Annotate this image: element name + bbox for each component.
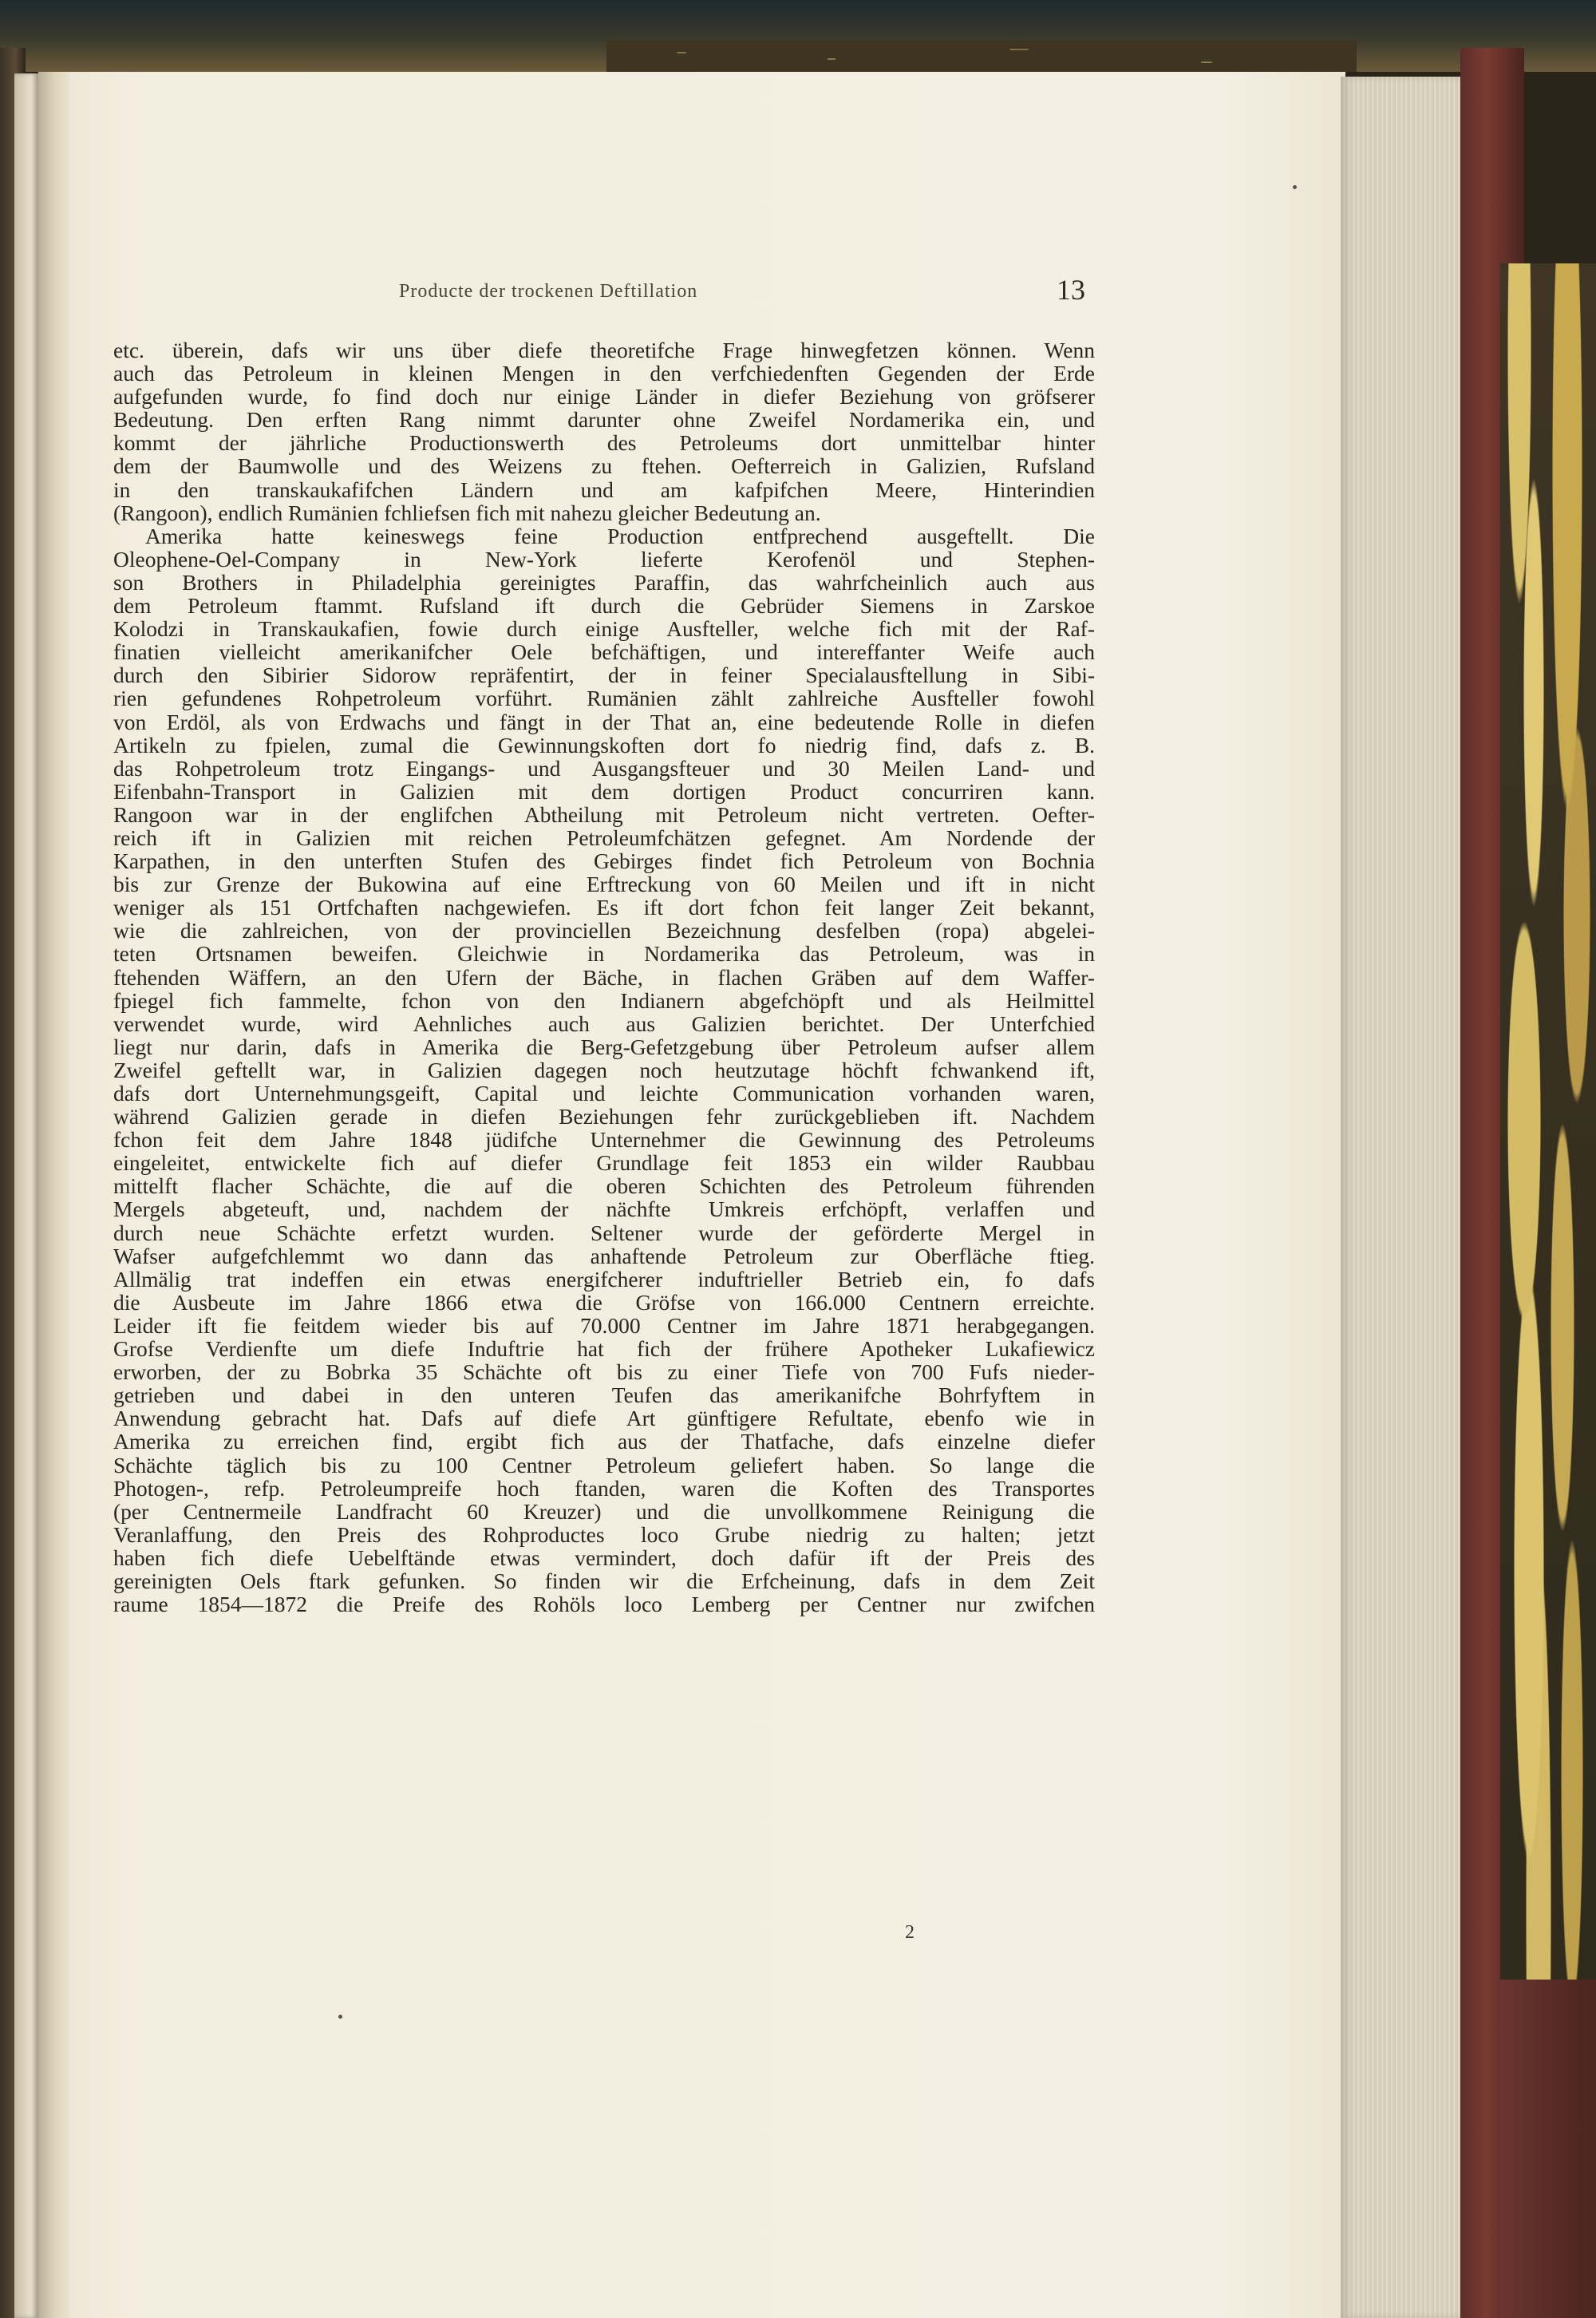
text-line: kommt der jährliche Productionswerth des Petroleums dort unmittelbar hinter [113,430,1095,456]
text-line: fchon feit dem Jahre 1848 jüdifche Unternehmer die Gewinnung des Petroleums [113,1127,1095,1153]
cover-marbled-paper [1500,263,1596,1980]
text-line: Photogen-, refp. Petroleumpreife hoch ftanden, waren die Koften des Transportes [113,1475,1095,1501]
text-line: Amerika hatte keineswegs feine Production entfprechend ausgeftellt. Die [145,523,1095,548]
text-line: rien gefundenes Rohpetroleum vorführt. Rumänien zählt zahlreiche Ausfteller fowohl [113,686,1095,711]
text-line: fpiegel fich fammelte, fchon von den Indianern abgefchöpft und als Heilmittel [113,987,1095,1013]
text-line: aufgefunden wurde, fo find doch nur einige Länder in diefer Beziehung von gröfserer [113,384,1095,409]
text-line: getrieben und dabei in den unteren Teufen das amerikanifche Bohrfyftem in [113,1382,1095,1408]
page-gutter [38,72,70,2318]
text-line: Amerika zu erreichen find, ergibt fich aus der Thatfache, dafs einzelne diefer [113,1429,1095,1454]
text-line: durch den Sibirier Sidorow repräfentirt, der in feiner Specialausftellung in Sibi- [113,663,1095,688]
text-line: Rangoon war in der englifchen Abtheilung mit Petroleum nicht vertreten. Oefter- [113,801,1095,827]
text-line: dafs dort Unternehmungsgeift, Capital und leichte Communication vorhanden waren, [113,1081,1095,1106]
text-line: liegt nur darin, dafs in Amerika die Berg-Gefetzgebung über Petroleum aufser allem [113,1034,1095,1059]
text-line: in den transkaukafifchen Ländern und am kafpifchen Meere, Hinterindien [113,477,1095,502]
text-line: teten Ortsnamen beweifen. Gleichwie in Nordamerika das Petroleum, was in [113,941,1095,967]
top-marbled-edge [606,40,1357,72]
text-line: mittelft flacher Schächte, die auf die oberen Schichten des Petroleum führenden [113,1173,1095,1199]
text-line: dem der Baumwolle und des Weizens zu ftehen. Oefterreich in Galizien, Rufsland [113,453,1095,479]
text-line: während Galizien gerade in diefen Beziehungen fehr zurückgeblieben ift. Nachdem [113,1104,1095,1129]
page-header [399,276,1085,316]
signature-mark: 2 [905,1922,915,1943]
page-number: 13 [1057,274,1085,306]
page-stack-edges [1341,77,1460,2318]
text-line: weniger als 151 Ortfchaften nachgewiefen. Es ift dort fchon feit langer Zeit bekannt, [113,895,1095,920]
text-line: reich ift in Galizien mit reichen Petroleumfchätzen gefegnet. Am Nordende der [113,825,1095,850]
text-line: die Ausbeute im Jahre 1866 etwa die Gröfse von 166.000 Centnern erreichte. [113,1289,1095,1315]
text-line: dem Petroleum ftammt. Rufsland ift durch die Gebrüder Siemens in Zarskoe [113,593,1095,619]
text-line: Mergels abgeteuft, und, nachdem der nächfte Umkreis erfchöpft, verlaffen und [113,1197,1095,1222]
paper-speck [338,2015,342,2019]
text-line: etc. überein, dafs wir uns über diefe theoretifche Frage hinwegfetzen können. Wenn [113,338,1095,362]
text-line: Wafser aufgefchlemmt wo dann das anhaftende Petroleum zur Oberfläche ftieg. [113,1243,1095,1268]
text-line: Leider ift fie feitdem wieder bis auf 70.000 Centner im Jahre 1871 herabgegangen. [113,1312,1095,1338]
text-line: gereinigten Oels ftark gefunken. So finden wir die Erfcheinung, dafs in dem Zeit [113,1568,1095,1593]
left-page-edge [14,73,38,2318]
text-line: Zweifel geftellt war, in Galizien dagegen noch heutzutage höchft fchwankend ift, [113,1057,1095,1082]
text-line: von Erdöl, als von Erdwachs und fängt in der That an, eine bedeutende Rolle in diefen [113,709,1095,734]
text-line: erworben, der zu Bobrka 35 Schächte oft bis zu einer Tiefe von 700 Fufs nieder- [113,1359,1095,1385]
text-line: Oleophene-Oel-Company in New-York lieferte Kerofenöl und Stephen- [113,546,1095,572]
text-line: (per Centnermeile Landfracht 60 Kreuzer) und die unvollkommene Reinigung die [113,1498,1095,1524]
text-line: Allmälig trat indeffen ein etwas energifcherer induftrieller Betrieb ein, fo dafs [113,1266,1095,1292]
cover-binding-lower [1500,1980,1596,2318]
text-line: Veranlaffung, den Preis des Rohproductes loco Grube niedrig zu halten; jetzt [113,1521,1095,1547]
text-line: Artikeln zu fpielen, zumal die Gewinnungskoften dort fo niedrig find, dafs z. B. [113,732,1095,758]
text-line: durch neue Schächte erfetzt wurden. Seltener wurde der geförderte Mergel in [113,1220,1095,1245]
text-line: Grofse Verdienfte um diefe Induftrie hat fich der frühere Apotheker Lukafiewicz [113,1336,1095,1362]
text-line: finatien vielleicht amerikanifcher Oele befchäftigen, und intereffanter Weife auch [113,639,1095,665]
text-line: Bedeutung. Den erften Rang nimmt darunter ohne Zweifel Nordamerika ein, und [113,407,1095,433]
text-line: Schächte täglich bis zu 100 Centner Petroleum geliefert haben. So lange die [113,1452,1095,1477]
text-line: eingeleitet, entwickelte fich auf diefer Grundlage feit 1853 ein wilder Raubbau [113,1150,1095,1176]
body-text [113,338,1095,1616]
text-line: ftehenden Wäffern, an den Ufern der Bäche, in flachen Gräben auf dem Waffer- [113,964,1095,990]
text-line: Kolodzi in Transkaukafien, fowie durch einige Ausfteller, welche fich mit der Raf- [113,616,1095,642]
text-line: wie die zahlreichen, von der provinciellen Bezeichnung desfelben (ropa) abgelei- [113,918,1095,943]
text-line: auch das Petroleum in kleinen Mengen in den verfchiedenften Gegenden der Erde [113,361,1095,386]
text-line: Karpathen, in den unterften Stufen des Gebirges findet fich Petroleum von Bochnia [113,848,1095,874]
paper-speck [1293,185,1297,189]
text-line: bis zur Grenze der Bukowina auf eine Erftreckung von 60 Meilen und ift in nicht [113,872,1095,897]
text-line: (Rangoon), endlich Rumänien fchliefsen fich mit nahezu gleicher Bedeutung an. [113,500,821,525]
text-line: verwendet wurde, wird Aehnliches auch aus Galizien berichtet. Der Unterfchied [113,1011,1095,1036]
text-line: Anwendung gebracht hat. Dafs auf diefe Art günftigere Refultate, ebenfo wie in [113,1406,1095,1431]
running-title: Producte der trockenen Deftillation [399,281,698,302]
text-line: raume 1854—1872 die Preife des Rohöls loco Lemberg per Centner nur zwifchen [113,1592,1095,1617]
text-line: haben fich diefe Uebelftände etwas vermindert, doch dafür ift der Preis des [113,1545,1095,1570]
text-line: Eifenbahn-Transport in Galizien mit dem dortigen Product concurriren kann. [113,778,1095,804]
text-line: son Brothers in Philadelphia gereinigtes Paraffin, das wahrfcheinlich auch aus [113,569,1095,595]
text-line: das Rohpetroleum trotz Eingangs- und Ausgangsfteuer und 30 Meilen Land- und [113,755,1095,781]
